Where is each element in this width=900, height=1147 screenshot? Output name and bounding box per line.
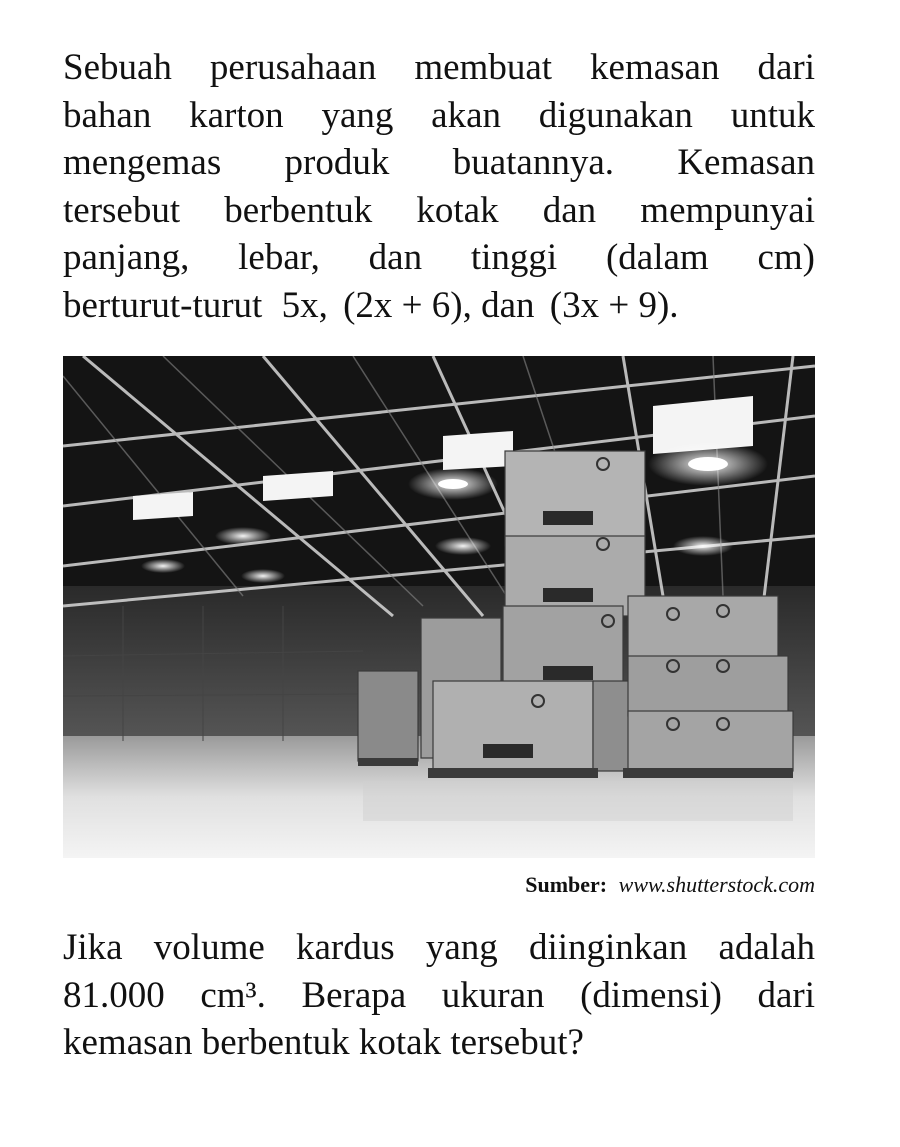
question-line: Jika volume kardus yang diinginkan adalah	[63, 927, 815, 968]
intro-line: panjang, lebar, dan tinggi (dalam cm)	[63, 237, 815, 278]
intro-line: bahan karton yang akan digunakan untuk	[63, 94, 815, 136]
intro-line: Sebuah perusahaan membuat kemasan dari	[63, 47, 815, 88]
caption-label: Sumber:	[525, 872, 608, 897]
intro-line: tersebut berbentuk kotak dan mempunyai	[63, 189, 815, 231]
question-line: 81.000 cm³. Berapa ukuran (dimensi) dari	[63, 974, 815, 1016]
height-expression: (3x + 9)	[549, 284, 670, 326]
problem-intro	[63, 44, 815, 329]
question-line: kemasan berbentuk kotak tersebut?	[63, 1022, 584, 1063]
caption-source: www.shutterstock.com	[618, 872, 815, 897]
warehouse-photo	[63, 356, 815, 858]
width-expression: (2x + 6)	[343, 284, 463, 326]
length-expression: 5x	[281, 284, 319, 326]
dimensions-prefix: berturut-turut	[63, 284, 263, 326]
figure-caption	[525, 872, 815, 898]
intro-line: mengemas produk buatannya. Kemasan	[63, 142, 815, 183]
problem-question	[63, 924, 815, 1067]
dimensions-line: berturut-turut 5x, (2x + 6), dan (3x + 9).	[63, 284, 679, 326]
